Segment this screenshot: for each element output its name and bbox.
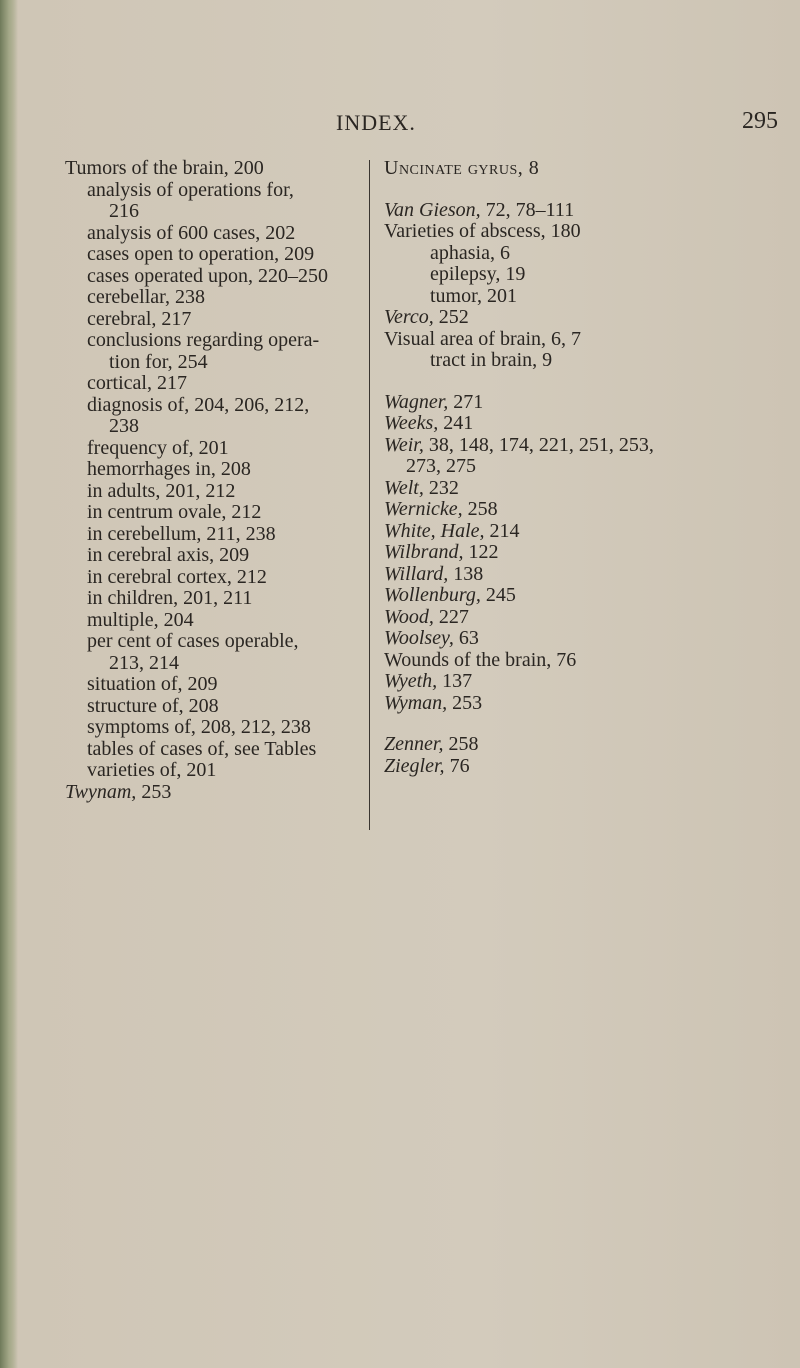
index-entry-line xyxy=(384,607,784,629)
index-entry xyxy=(384,435,784,478)
index-entry-line xyxy=(65,739,365,761)
index-entry-line xyxy=(65,180,365,202)
index-entry xyxy=(384,521,784,543)
entry-text: diagnosis of, 204, 206, 212, xyxy=(87,393,310,416)
index-entry-continuation xyxy=(384,456,784,478)
index-entry xyxy=(384,221,784,243)
author-name: Van Gieson, xyxy=(384,198,481,221)
index-entry-line xyxy=(65,631,365,653)
index-entry-line xyxy=(65,588,365,610)
entry-text: 258 xyxy=(443,733,479,755)
index-entry xyxy=(384,478,784,500)
index-entry xyxy=(65,373,365,395)
entry-text: 271 xyxy=(448,390,484,413)
index-entry-line xyxy=(384,693,784,715)
entry-group-gap xyxy=(384,372,784,392)
index-entry xyxy=(384,585,784,607)
index-entry xyxy=(65,588,365,610)
index-entry-line xyxy=(65,438,365,460)
index-entry xyxy=(384,607,784,629)
entry-text: 72, 78–111 xyxy=(480,198,575,221)
index-entry xyxy=(65,330,365,373)
index-entry-line xyxy=(384,756,784,778)
index-entry-continuation xyxy=(65,653,365,675)
entry-text: in cerebral cortex, 212 xyxy=(87,565,267,588)
index-entry xyxy=(384,350,784,372)
column-divider xyxy=(369,160,370,830)
index-entry-line xyxy=(384,158,784,180)
index-entry xyxy=(65,309,365,331)
index-entry xyxy=(65,739,365,761)
index-column-right xyxy=(384,158,784,777)
index-entry-line xyxy=(384,350,784,372)
index-entry-line xyxy=(384,671,784,693)
author-name: Wollenburg, xyxy=(384,584,481,606)
index-entry xyxy=(384,413,784,435)
index-entry-line xyxy=(65,244,365,266)
author-name: Wernicke, xyxy=(384,498,463,520)
index-entry-line xyxy=(65,696,365,718)
entry-text: per cent of cases operable, xyxy=(87,630,299,652)
index-entry xyxy=(65,266,365,288)
index-entry xyxy=(65,674,365,696)
entry-text: aphasia, 6 xyxy=(430,241,510,264)
index-entry-line xyxy=(65,782,365,804)
author-name: Wyeth, xyxy=(384,670,438,692)
entry-text: in cerebral axis, 209 xyxy=(87,544,250,566)
index-column-left xyxy=(65,158,365,803)
index-entry xyxy=(65,438,365,460)
index-entry-line xyxy=(65,717,365,739)
entry-text: 253 xyxy=(136,780,172,803)
entry-text: tumor, 201 xyxy=(430,284,517,307)
index-entry xyxy=(65,223,365,245)
author-name: Wyman, xyxy=(384,691,448,714)
index-entry-line xyxy=(65,674,365,696)
entry-text: 122 xyxy=(463,541,499,563)
entry-text: analysis of operations for, xyxy=(87,178,294,201)
index-entry-line xyxy=(65,459,365,481)
author-name: Zenner, xyxy=(384,733,444,755)
index-entry-line xyxy=(65,760,365,782)
index-entry xyxy=(65,567,365,589)
index-entry-line xyxy=(65,610,365,632)
index-entry-line xyxy=(384,200,784,222)
entry-text: cerebellar, 238 xyxy=(87,286,206,308)
entry-text: in cerebellum, 211, 238 xyxy=(87,522,276,545)
entry-text: 63 xyxy=(453,627,479,649)
index-entry-line xyxy=(384,307,784,329)
running-header-title: INDEX. xyxy=(336,110,416,135)
index-entry-continuation xyxy=(65,416,365,438)
entry-text: 232 xyxy=(423,476,459,499)
index-entry-line xyxy=(65,524,365,546)
index-entry xyxy=(65,717,365,739)
index-entry xyxy=(384,542,784,564)
index-entry xyxy=(384,243,784,265)
index-entry-line xyxy=(384,499,784,521)
entry-text: frequency of, 201 xyxy=(87,436,229,459)
index-entry xyxy=(384,671,784,693)
index-entry-line xyxy=(384,734,784,756)
index-entry-line xyxy=(384,329,784,351)
author-name: Verco, xyxy=(384,306,434,328)
index-entry-line xyxy=(65,266,365,288)
index-entry xyxy=(65,244,365,266)
entry-text: 137 xyxy=(437,670,473,692)
index-entry-line xyxy=(384,650,784,672)
entry-text: in adults, 201, 212 xyxy=(87,479,236,502)
entry-text: varieties of, 201 xyxy=(87,759,217,781)
entry-text: 38, 148, 174, 221, 251, 253, xyxy=(423,433,654,456)
index-entry-line xyxy=(384,478,784,500)
index-entry-line xyxy=(65,287,365,309)
entry-text: hemorrhages in, 208 xyxy=(87,458,251,480)
index-entry-continuation xyxy=(65,352,365,374)
index-entry xyxy=(384,200,784,222)
index-entry-line xyxy=(65,395,365,417)
index-entry xyxy=(65,524,365,546)
author-name: Willard, xyxy=(384,562,449,585)
author-name: Weir, xyxy=(384,433,424,456)
entry-text: epilepsy, 19 xyxy=(430,263,526,285)
index-entry xyxy=(65,158,365,180)
index-entry xyxy=(65,545,365,567)
index-entry-line xyxy=(65,545,365,567)
index-entry-line xyxy=(65,158,365,180)
author-name: Weeks, xyxy=(384,412,439,434)
index-entry-line xyxy=(384,221,784,243)
entry-text: 227 xyxy=(433,605,469,628)
entry-text: tract in brain, 9 xyxy=(430,349,553,371)
entry-text: cerebral, 217 xyxy=(87,307,192,330)
index-entry xyxy=(384,392,784,414)
entry-text: analysis of 600 cases, 202 xyxy=(87,221,296,244)
entry-text: 245 xyxy=(480,584,516,606)
index-entry-line xyxy=(65,223,365,245)
page-gutter-shadow xyxy=(0,0,18,1368)
entry-text: in children, 201, 211 xyxy=(87,587,253,609)
author-name: Wilbrand, xyxy=(384,541,464,563)
entry-text: 238 xyxy=(109,415,139,437)
entry-text: Wounds of the brain, 76 xyxy=(384,648,577,671)
index-entry xyxy=(384,264,784,286)
index-entry-line xyxy=(65,330,365,352)
index-entry xyxy=(65,610,365,632)
entry-text: 258 xyxy=(462,498,498,520)
entry-text: in centrum ovale, 212 xyxy=(87,501,262,523)
index-entry xyxy=(384,329,784,351)
index-entry-line xyxy=(384,628,784,650)
entry-text: Uncinate gyrus, 8 xyxy=(384,157,540,179)
entry-group-gap xyxy=(384,714,784,734)
index-entry xyxy=(65,459,365,481)
author-name: Twynam, xyxy=(65,780,137,803)
index-entry xyxy=(65,696,365,718)
index-entry-line xyxy=(384,542,784,564)
entry-text: 241 xyxy=(438,412,474,434)
entry-text: cases open to operation, 209 xyxy=(87,243,315,265)
entry-text: 213, 214 xyxy=(109,651,179,674)
index-entry-line xyxy=(65,502,365,524)
entry-text: 253 xyxy=(447,691,483,714)
entry-group-gap xyxy=(384,180,784,200)
entry-text: tables of cases of, see Tables xyxy=(87,737,317,760)
author-name: Ziegler, xyxy=(384,754,445,777)
entry-text: Varieties of abscess, 180 xyxy=(384,220,581,242)
index-entry xyxy=(384,499,784,521)
entry-text: Tumors of the brain, 200 xyxy=(65,157,264,179)
index-entry xyxy=(65,760,365,782)
index-entry-line xyxy=(384,264,784,286)
entry-text: multiple, 204 xyxy=(87,608,194,631)
index-entry xyxy=(65,502,365,524)
index-entry-line xyxy=(384,243,784,265)
index-entry-line xyxy=(65,373,365,395)
entry-text: symptoms of, 208, 212, 238 xyxy=(87,716,311,738)
index-entry xyxy=(65,287,365,309)
entry-text: 216 xyxy=(109,200,139,222)
author-name: Wood, xyxy=(384,605,434,628)
index-entry-line xyxy=(65,567,365,589)
index-entry-line xyxy=(384,564,784,586)
index-entry xyxy=(384,650,784,672)
index-entry-line xyxy=(384,585,784,607)
entry-text: situation of, 209 xyxy=(87,673,218,695)
entry-text: cases operated upon, 220–250 xyxy=(87,264,329,287)
index-entry-line xyxy=(65,309,365,331)
index-entry xyxy=(384,564,784,586)
index-entry-line xyxy=(384,521,784,543)
entry-text: tion for, 254 xyxy=(109,350,208,373)
index-entry xyxy=(384,158,784,180)
index-entry-line xyxy=(65,481,365,503)
index-entry xyxy=(384,286,784,308)
entry-text: Visual area of brain, 6, 7 xyxy=(384,327,582,350)
entry-text: structure of, 208 xyxy=(87,694,219,717)
entry-text: 76 xyxy=(444,754,470,777)
index-entry-line xyxy=(384,435,784,457)
index-entry xyxy=(384,307,784,329)
entry-text: 273, 275 xyxy=(406,455,476,477)
entry-text: 138 xyxy=(448,562,484,585)
entry-text: 252 xyxy=(433,306,469,328)
entry-text: cortical, 217 xyxy=(87,372,187,394)
author-name: White, Hale, xyxy=(384,519,485,542)
author-name: Welt, xyxy=(384,476,424,499)
index-entry xyxy=(384,734,784,756)
index-entry xyxy=(65,631,365,674)
index-entry xyxy=(65,180,365,223)
index-entry xyxy=(65,481,365,503)
index-entry xyxy=(65,782,365,804)
index-entry-line xyxy=(384,286,784,308)
page-number: 295 xyxy=(742,108,778,134)
index-entry xyxy=(65,395,365,438)
index-entry-continuation xyxy=(65,201,365,223)
index-entry-line xyxy=(384,413,784,435)
entry-text: 214 xyxy=(484,519,520,542)
index-entry xyxy=(384,756,784,778)
author-name: Woolsey, xyxy=(384,627,454,649)
author-name: Wagner, xyxy=(384,390,449,413)
index-entry xyxy=(384,693,784,715)
index-entry-line xyxy=(384,392,784,414)
entry-text: conclusions regarding opera- xyxy=(87,329,320,351)
index-entry xyxy=(384,628,784,650)
